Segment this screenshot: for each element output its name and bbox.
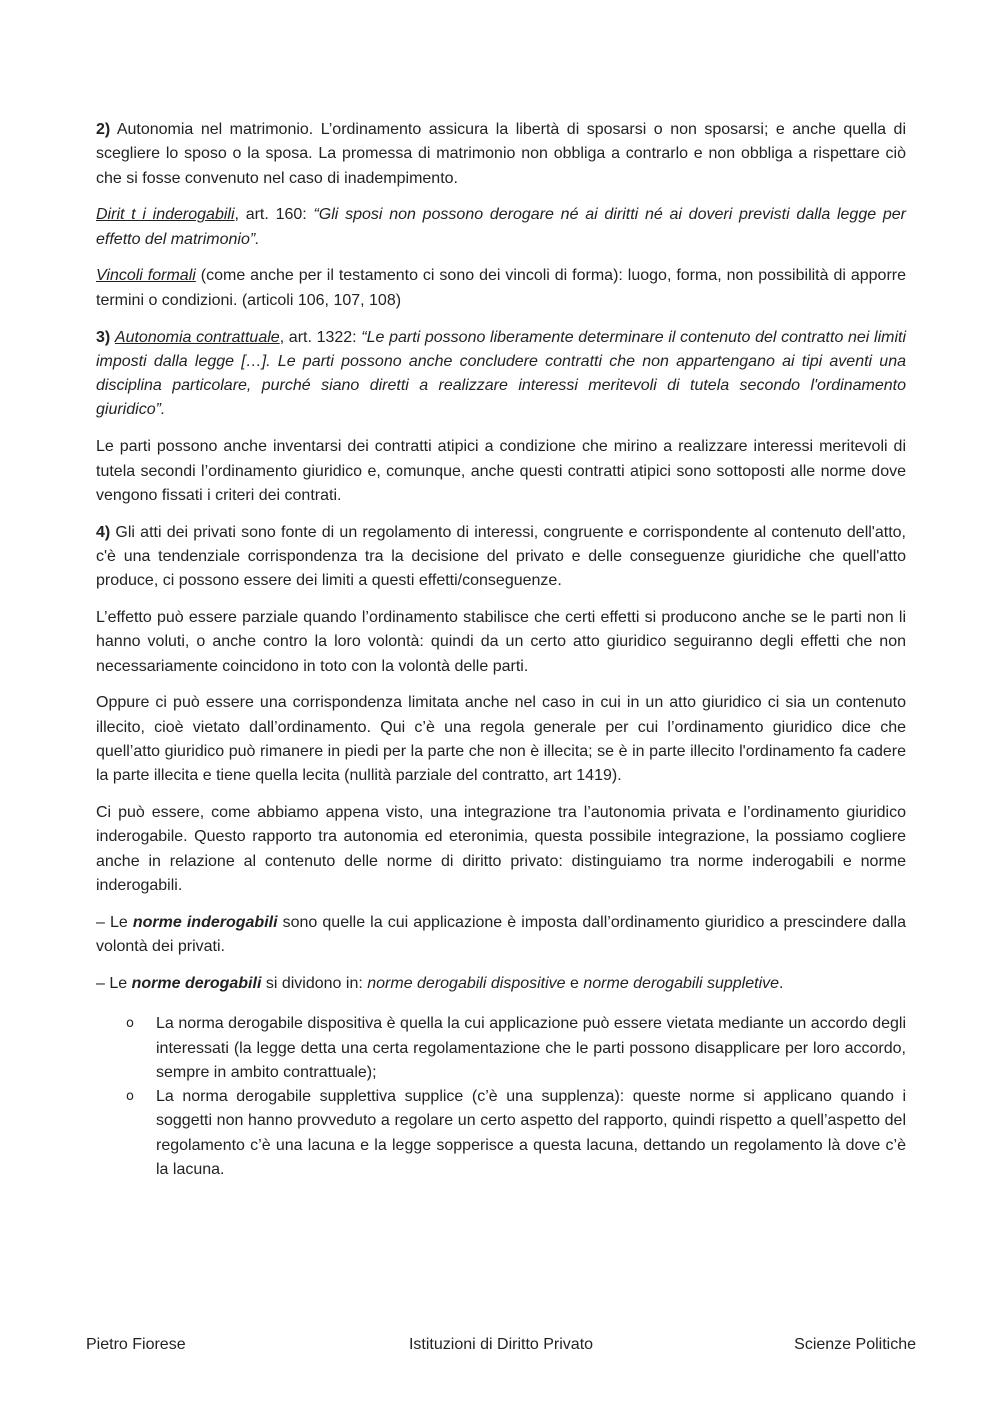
dash-prefix: – Le (96, 974, 132, 992)
article-reference: , art. 1322: (279, 328, 362, 346)
paragraph-number: 2) (96, 121, 111, 138)
conjunction: e (565, 974, 584, 992)
list-item (96, 1012, 906, 1085)
paragraph-autonomia-matrimonio (96, 118, 906, 191)
paragraph-autonomia-contrattuale (96, 326, 906, 423)
paragraph-contratti-atipici: Le parti possono anche inventarsi dei contratti atipici a condizione che mirino a realizzare interessi meritevoli di tutela secondi l’ordinamento giuridico e, comunque, anche questi contratti atipici sono sottoposti alle norme dove vengono fissati i criteri dei contrati. (96, 438, 906, 504)
underlined-term: Autonomia contrattuale (114, 328, 280, 346)
article-quote: “Le parti possono liberamente determinare il contenuto del contratto nei limiti imposti dalla legge […]. Le parti possono anche concludere contratti che non appartengano ai tipi aventi una disciplina particolare, purché siano diretti a realizzare interessi meritevoli di tutela secondo l'ordinamento giuridico”. (96, 328, 907, 419)
paragraph-number: 3) (96, 328, 111, 346)
bullet-list (96, 1012, 906, 1182)
paragraph-text: si dividono in: (261, 974, 368, 992)
italic-term: norme derogabili dispositive (367, 974, 566, 992)
footer-course: Istituzioni di Diritto Privato (408, 1336, 594, 1353)
period: . (779, 974, 784, 992)
page-footer (86, 1333, 916, 1357)
paragraph-effetto-parziale: L’effetto può essere parziale quando l’ordinamento stabilisce che certi effetti si producono anche se le parti non li hanno voluti, o anche contro la loro volontà: quindi da un certo atto giuridico seguiranno degli effetti che non necessariamente coincidono in toto con la volontà delle parti. (96, 609, 906, 675)
underlined-term: Vincoli formali (96, 267, 196, 285)
paragraph-integrazione: Ci può essere, come abbiamo appena visto, una integrazione tra l’autonomia privata e l’ordinamento giuridico inderogabile. Questo rapporto tra autonomia ed eteronimia, questa possibile integrazione, la possiamo cogliere anche in relazione al contenuto delle norme di diritto privato: distinguiamo tra norme inderogabili e norme inderogabili. (96, 804, 906, 895)
paragraph-text: Autonomia nel matrimonio. L’ordinamento assicura la libertà di sposarsi o non sposarsi; e anche quella di scegliere lo sposo o la sposa. La promessa di matrimonio non obbliga a contrarlo e non obbliga a rispettare ciò che si fosse convenuto nel caso di inadempimento. (96, 121, 906, 187)
footer-faculty: Scienze Politiche (794, 1336, 916, 1353)
dash-prefix: – Le (96, 913, 133, 931)
italic-term: norme derogabili suppletive (583, 974, 780, 992)
document-body (96, 118, 906, 1182)
article-reference: , art. 160: (234, 206, 314, 224)
footer-author: Pietro Fiorese (86, 1336, 186, 1353)
paragraph-text: (come anche per il testamento ci sono dei vincoli di forma): luogo, forma, non possibilità di apporre termini o condizioni. (articoli 106, 107, 108) (96, 267, 907, 309)
bullet-marker: o (126, 1089, 134, 1105)
bold-term: norme derogabili (131, 974, 262, 992)
article-quote: “Gli sposi non possono derogare né ai diritti né ai doveri previsti dalla legge per effetto del matrimonio”. (96, 206, 906, 248)
paragraph-atti-privati (96, 521, 906, 594)
paragraph-diritti-inderogabili (96, 203, 906, 252)
list-item-text: La norma derogabile dispositiva è quella la cui applicazione può essere vietata mediante un accordo degli interessati (la legge detta una certa regolamentazione che le parti possono disapplicare per loro accordo, sempre in ambito contrattuale); (156, 1015, 906, 1081)
list-item (96, 1085, 906, 1182)
paragraph-text: Gli atti dei privati sono fonte di un regolamento di interessi, congruente e corrispondente al contenuto dell'atto, c'è una tendenziale corrispondenza tra la decisione del privato e delle conseguenze giuridiche che quell'atto produce, ci possono essere dei limiti a questi effetti/conseguenze. (96, 523, 906, 590)
paragraph-norme-derogabili (96, 972, 906, 996)
paragraph-text: sono quelle la cui applicazione è imposta dall’ordinamento giuridico a prescindere dalla volontà dei privati. (96, 913, 907, 956)
bold-term: norme inderogabili (132, 913, 278, 931)
paragraph-number: 4) (96, 523, 111, 541)
bullet-marker: o (126, 1016, 134, 1032)
paragraph-norme-inderogabili (96, 911, 906, 960)
paragraph-vincoli-formali (96, 264, 906, 313)
underlined-term: Dirit t i inderogabili (96, 206, 235, 224)
list-item-text: La norma derogabile supplettiva supplice (c’è una supplenza): queste norme si applicano quando i soggetti non hanno provveduto a regolare un certo aspetto del rapporto, quindi rispetto a quell’aspetto del regolamento c’è una lacuna e la legge sopperisce a questa lacuna, dettando un regolamento là dove c’è la lacuna. (156, 1088, 906, 1178)
paragraph-corrispondenza-limitata: Oppure ci può essere una corrispondenza limitata anche nel caso in cui in un atto giuridico ci sia un contenuto illecito, cioè vietato dall’ordinamento. Qui c’è una regola generale per cui l’ordinamento giuridico dice che quell’atto giuridico può rimanere in piedi per la parte che non è illecita; se è in parte illecito l'ordinamento fa cadere la parte illecita e tiene quella lecita (nullità parziale del contratto, art 1419). (96, 694, 906, 785)
